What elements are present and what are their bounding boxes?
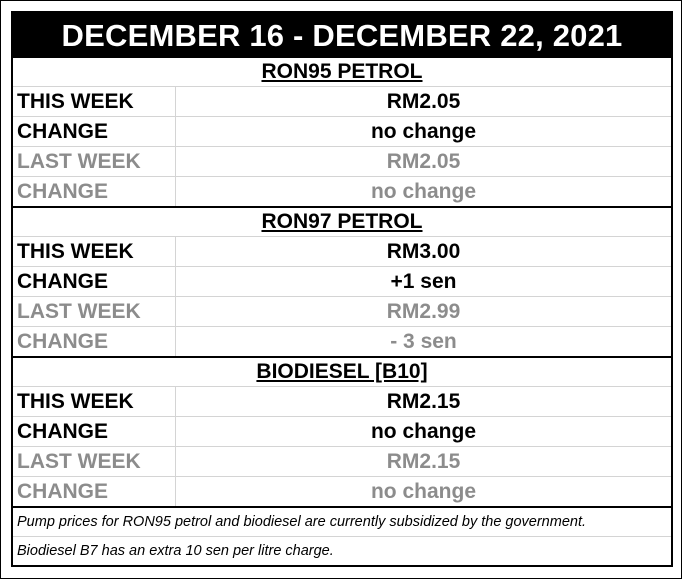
row-value: no change — [370, 179, 476, 203]
footnote-subsidy: Pump prices for RON95 petrol and biodiesel are currently subsidized by the government. — [17, 514, 587, 530]
row-label: THIS WEEK — [13, 237, 176, 266]
row-label: CHANGE — [13, 267, 176, 296]
row-label: CHANGE — [13, 177, 176, 206]
row-value: RM2.99 — [386, 299, 461, 323]
row-this-week — [13, 237, 671, 267]
row-value: RM2.15 — [386, 449, 461, 473]
section-heading: BIODIESEL [B10] — [13, 358, 671, 387]
row-label: THIS WEEK — [13, 87, 176, 116]
row-last-change — [13, 477, 671, 506]
section-ron97 — [13, 208, 671, 358]
section-heading: RON97 PETROL — [13, 208, 671, 237]
section-heading: RON95 PETROL — [13, 58, 671, 87]
row-change — [13, 117, 671, 147]
row-value: RM2.15 — [386, 389, 461, 413]
row-label: LAST WEEK — [13, 297, 176, 326]
row-this-week — [13, 387, 671, 417]
row-label: CHANGE — [13, 117, 176, 146]
row-last-change — [13, 327, 671, 356]
row-value: RM3.00 — [386, 239, 461, 263]
row-label: THIS WEEK — [13, 387, 176, 416]
row-value: - 3 sen — [390, 329, 457, 353]
row-last-week — [13, 297, 671, 327]
section-biodiesel — [13, 358, 671, 508]
row-this-week — [13, 87, 671, 117]
row-change — [13, 417, 671, 447]
footnote-b7-charge: Biodiesel B7 has an extra 10 sen per litre charge. — [13, 536, 671, 565]
row-label: CHANGE — [13, 477, 176, 506]
page-title: DECEMBER 16 - DECEMBER 22, 2021 — [13, 13, 671, 58]
row-value: no change — [370, 419, 476, 443]
row-value: no change — [370, 119, 476, 143]
row-change — [13, 267, 671, 297]
row-value: +1 sen — [390, 269, 457, 293]
row-label: CHANGE — [13, 417, 176, 446]
row-last-week — [13, 447, 671, 477]
section-ron95 — [13, 58, 671, 208]
row-value: no change — [370, 479, 476, 503]
row-last-week — [13, 147, 671, 177]
row-label: LAST WEEK — [13, 447, 176, 476]
row-label: LAST WEEK — [13, 147, 176, 176]
row-label: CHANGE — [13, 327, 176, 356]
row-value: RM2.05 — [386, 89, 461, 113]
row-last-change — [13, 177, 671, 206]
row-value: RM2.05 — [386, 149, 461, 173]
fuel-price-table — [11, 11, 673, 567]
